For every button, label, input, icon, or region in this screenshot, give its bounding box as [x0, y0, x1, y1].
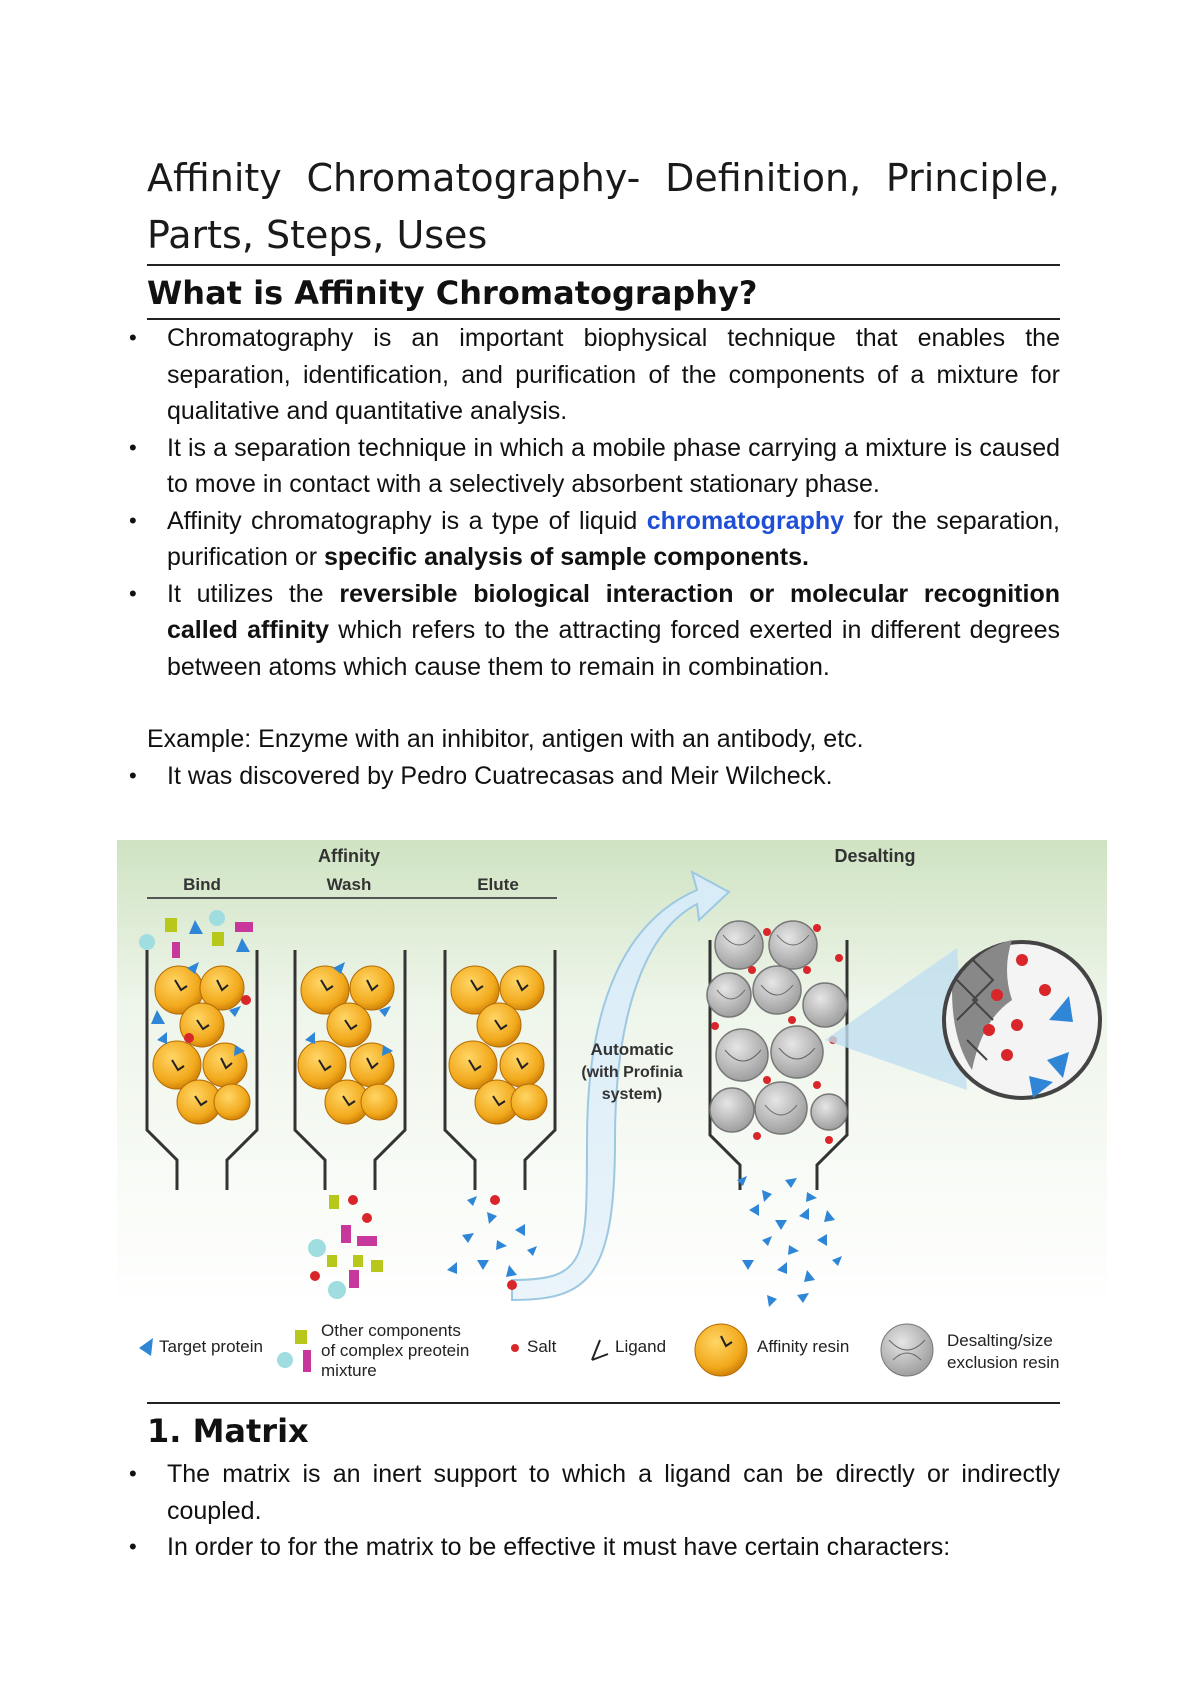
figure-divider: [147, 1402, 1060, 1404]
wash-label: Wash: [326, 875, 372, 894]
diagram-svg: [117, 840, 1107, 1402]
legend-other-components-2: of complex preotein: [321, 1341, 470, 1360]
title-divider: [147, 264, 1060, 266]
legend-target-protein: Target protein: [159, 1337, 263, 1356]
legend-other-components-1: Other components: [321, 1321, 461, 1340]
list-item: [147, 430, 1060, 503]
matrix-list: [147, 1456, 1060, 1566]
list-item: [147, 1529, 1060, 1566]
legend-other-components-3: mixture: [321, 1361, 377, 1380]
bold-text: specific analysis of sample components.: [324, 543, 809, 571]
section-heading-what-is: What is Affinity Chromatography?: [147, 274, 758, 312]
chromatography-link[interactable]: chromatography: [646, 506, 845, 535]
affinity-label: Affinity: [318, 846, 380, 866]
bullet-text: In order to for the matrix to be effective it must have certain characters:: [167, 1533, 951, 1561]
discovery-list: [147, 758, 1060, 795]
legend-desalting-resin-2: exclusion resin: [947, 1353, 1060, 1372]
bullet-text: which refers to the attracting forced exerted in different degrees between atoms which cause them to remain in combination.: [167, 616, 1061, 681]
legend-affinity-resin: Affinity resin: [757, 1337, 850, 1356]
bullet-text: Chromatography is an important biophysical technique that enables the separation, identification, and purification of the components of a mixture for qualitative and quantitative analysis.: [167, 324, 1060, 425]
elute-label: Elute: [477, 875, 519, 894]
section-heading-matrix: 1. Matrix: [147, 1412, 309, 1450]
legend-salt-icon: [511, 1344, 519, 1352]
list-item: [147, 503, 1060, 576]
automatic-label-1: Automatic: [590, 1040, 674, 1059]
automatic-label-3: system): [601, 1086, 663, 1103]
document-title: Affinity Chromatography- Definition, Principle, Parts, Steps, Uses: [147, 156, 1060, 257]
legend-ligand-icon: [592, 1340, 608, 1360]
legend-target-protein-icon: [139, 1338, 153, 1356]
bullet-text: It is a separation technique in which a mobile phase carrying a mixture is caused to move in contact with a selectively absorbent stationary phase.: [167, 433, 1060, 498]
automatic-label-2: (with Profinia: [581, 1064, 683, 1081]
affinity-chromatography-diagram: [117, 840, 1107, 1402]
bullet-text: for the separation, purification or: [167, 506, 1061, 571]
document-page: [147, 150, 1060, 1566]
list-item: [147, 576, 1060, 686]
legend-affinity-resin-icon: [695, 1324, 747, 1376]
legend-salt: Salt: [527, 1337, 557, 1356]
legend-desalting-resin-1: Desalting/size: [947, 1331, 1053, 1350]
definition-list: [147, 320, 1060, 685]
bullet-text: It was discovered by Pedro Cuatrecasas and Meir Wilcheck.: [167, 761, 833, 790]
list-item: [147, 320, 1060, 430]
bullet-text: It utilizes the: [167, 579, 340, 608]
bullet-text: Affinity chromatography is a type of liquid: [167, 506, 647, 535]
bold-text: reversible biological interaction or molecular recognition called affinity: [167, 579, 1060, 644]
legend-ligand: Ligand: [615, 1337, 667, 1356]
desalting-label: Desalting: [834, 846, 916, 866]
legend-other-circle-icon: [277, 1352, 293, 1368]
bind-label: Bind: [183, 875, 221, 894]
list-item: [147, 1456, 1060, 1529]
example-text: Example: Enzyme with an inhibitor, antigen with an antibody, etc.: [147, 725, 864, 753]
legend-other-bar-icon: [303, 1350, 311, 1372]
bullet-text: The matrix is an inert support to which a ligand can be directly or indirectly coupled.: [167, 1460, 1060, 1525]
list-item: [147, 758, 1060, 795]
legend-other-square-icon: [295, 1330, 307, 1344]
